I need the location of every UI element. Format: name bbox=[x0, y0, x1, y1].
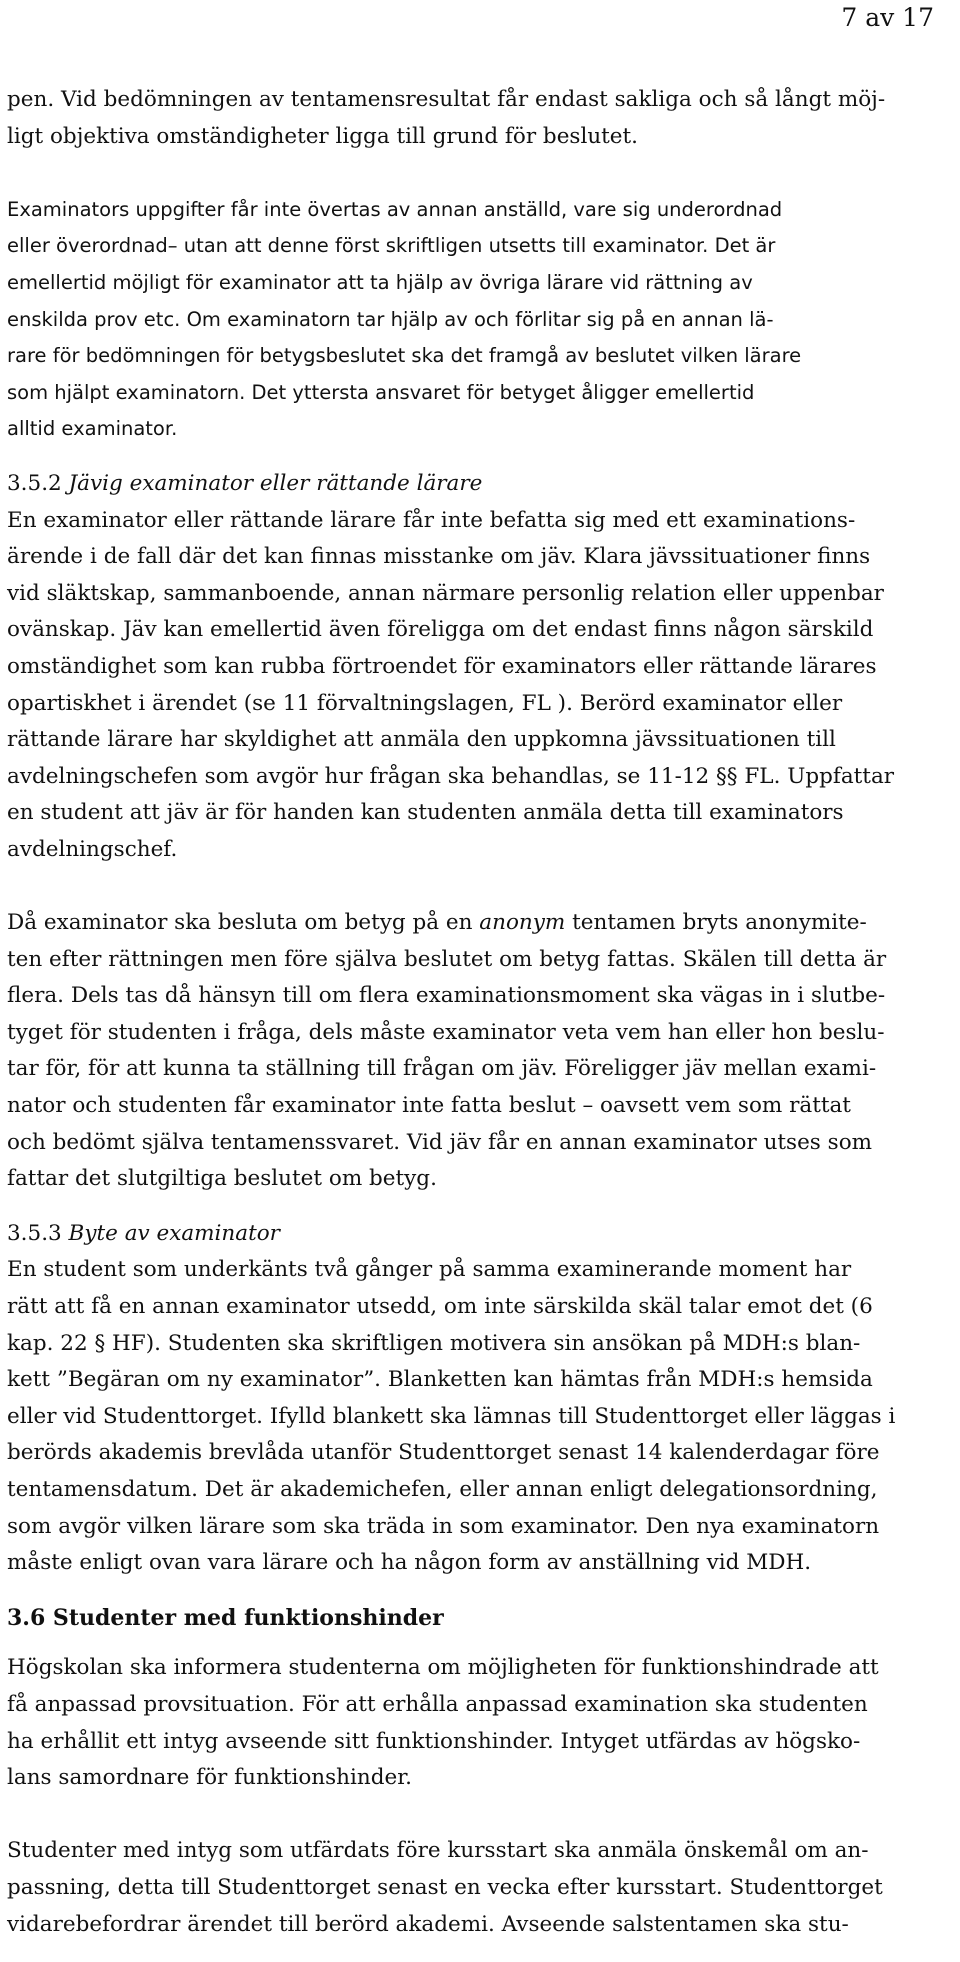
page-number: 7 av 17 bbox=[841, 3, 934, 32]
text-line: som hjälpt examinatorn. Det yttersta ansvaret för betyget åligger emellertid bbox=[7, 380, 755, 404]
text-line: En student som underkänts två gånger på samma examinerande moment har bbox=[7, 1257, 852, 1283]
section-heading bbox=[7, 1216, 955, 1253]
text-line: rare för bedömningen för betygsbeslutet ska det framgå av beslutet vilken lärare bbox=[7, 344, 802, 368]
text-line: tentamensdatum. Det är akademichefen, eller annan enligt delegationsordning, bbox=[7, 1476, 878, 1502]
paragraph-intro bbox=[7, 82, 955, 155]
text-line: tar för, för att kunna ta ställning till frågan om jäv. Föreligger jäv mellan exami- bbox=[7, 1056, 877, 1082]
text-line: kett ”Begäran om ny examinator”. Blanketten kan hämtas från MDH:s hemsida bbox=[7, 1367, 873, 1393]
section-3-6 bbox=[7, 1600, 955, 1943]
text-line: Då examinator ska besluta om betyg på en anonym tentamen bryts anonymite- bbox=[7, 910, 867, 936]
text-line: som avgör vilken lärare som ska träda in som examinator. Den nya examinatorn bbox=[7, 1513, 880, 1539]
text-line: måste enligt ovan vara lärare och ha någon form av anställning vid MDH. bbox=[7, 1550, 812, 1576]
text-line: nator och studenten får examinator inte fatta beslut – oavsett vem som rättat bbox=[7, 1093, 851, 1119]
text-line: passning, detta till Studenttorget senast en vecka efter kursstart. Studenttorget bbox=[7, 1874, 883, 1900]
text-line: berörds akademis brevlåda utanför Studenttorget senast 14 kalenderdagar före bbox=[7, 1440, 880, 1466]
text-line: ärende i de fall där det kan finnas misstanke om jäv. Klara jävssituationer finns bbox=[7, 544, 871, 570]
section-title: Byte av examinator bbox=[68, 1220, 280, 1246]
text-line: rätt att få en annan examinator utsedd, om inte särskilda skäl talar emot det (6 bbox=[7, 1294, 873, 1319]
text-line: få anpassad provsituation. För att erhålla anpassad examination ska studenten bbox=[7, 1691, 868, 1717]
text-line: Högskolan ska informera studenterna om möjligheten för funktionshindrade att bbox=[7, 1655, 879, 1681]
text-line: pen. Vid bedömningen av tentamensresultat får endast sakliga och så långt möj- bbox=[7, 87, 886, 112]
document-body bbox=[7, 82, 955, 1943]
text-line: alltid examinator. bbox=[7, 417, 178, 441]
text-line: eller överordnad– utan att denne först skriftligen utsetts till examinator. Det är bbox=[7, 234, 776, 258]
text-line: eller vid Studenttorget. Ifylld blankett ska lämnas till Studenttorget eller läggas i bbox=[7, 1403, 896, 1429]
paragraph-examinator-tasks bbox=[7, 192, 955, 448]
text-line: fattar det slutgiltiga beslutet om betyg. bbox=[7, 1166, 437, 1192]
text-line: emellertid möjligt för examinator att ta hjälp av övriga lärare vid rättning av bbox=[7, 270, 753, 294]
text-line: kap. 22 § HF). Studenten ska skriftligen motivera sin ansökan på MDH:s blan- bbox=[7, 1330, 861, 1356]
section-3-5-3 bbox=[7, 1216, 955, 1582]
text-line: flera. Dels tas då hänsyn till om flera examinationsmoment ska vägas in i slutbe- bbox=[7, 983, 886, 1009]
section-number: 3.5.3 bbox=[7, 1220, 69, 1246]
text-line: tyget för studenten i fråga, dels måste examinator veta vem han eller hon beslu- bbox=[7, 1019, 885, 1045]
text-line: och bedömt själva tentamenssvaret. Vid jäv får en annan examinator utses som bbox=[7, 1129, 873, 1155]
paragraph-anonymous-exam bbox=[7, 905, 955, 1198]
text-line: omständighet som kan rubba förtroendet för examinators eller rättande lärares bbox=[7, 653, 877, 679]
text-line: Studenter med intyg som utfärdats före kursstart ska anmäla önskemål om an- bbox=[7, 1838, 869, 1864]
section-heading bbox=[7, 466, 955, 503]
emphasis-anonym: anonym bbox=[479, 910, 566, 936]
text-line: lans samordnare för funktionshinder. bbox=[7, 1765, 412, 1791]
section-title: Jävig examinator eller rättande lärare bbox=[68, 470, 483, 496]
text-line: ten efter rättningen men före själva beslutet om betyg fattas. Skälen till detta är bbox=[7, 946, 887, 972]
text-line: ligt objektiva omständigheter ligga till grund för beslutet. bbox=[7, 123, 639, 149]
text-line: avdelningschefen som avgör hur frågan ska behandlas, se 11-12 §§ FL. Uppfattar bbox=[7, 763, 895, 789]
text-line: avdelningschef. bbox=[7, 836, 178, 862]
text-line: rättande lärare har skyldighet att anmäla den uppkomna jävssituationen till bbox=[7, 727, 836, 753]
section-number: 3.5.2 bbox=[7, 470, 69, 496]
text-line: opartiskhet i ärendet (se 11 förvaltningslagen, FL ). Berörd examinator eller bbox=[7, 690, 843, 716]
text-line: ovänskap. Jäv kan emellertid även föreligga om det endast finns någon särskild bbox=[7, 617, 874, 643]
text-line: en student att jäv är för handen kan studenten anmäla detta till examinators bbox=[7, 800, 844, 826]
section-heading: 3.6 Studenter med funktionshinder bbox=[7, 1604, 444, 1631]
section-3-5-2 bbox=[7, 466, 955, 869]
text-line: En examinator eller rättande lärare får inte befatta sig med ett examinations- bbox=[7, 507, 856, 533]
text-line: enskilda prov etc. Om examinatorn tar hjälp av och förlitar sig på en annan lä- bbox=[7, 307, 774, 331]
text-line: ha erhållit ett intyg avseende sitt funktionshinder. Intyget utfärdas av högsko- bbox=[7, 1728, 861, 1754]
text-line: vidarebefordrar ärendet till berörd akademi. Avseende salstentamen ska stu- bbox=[7, 1911, 849, 1937]
text-line: vid släktskap, sammanboende, annan närmare personlig relation eller uppenbar bbox=[7, 580, 884, 606]
text-line: Examinators uppgifter får inte övertas av annan anställd, vare sig underordnad bbox=[7, 197, 783, 221]
